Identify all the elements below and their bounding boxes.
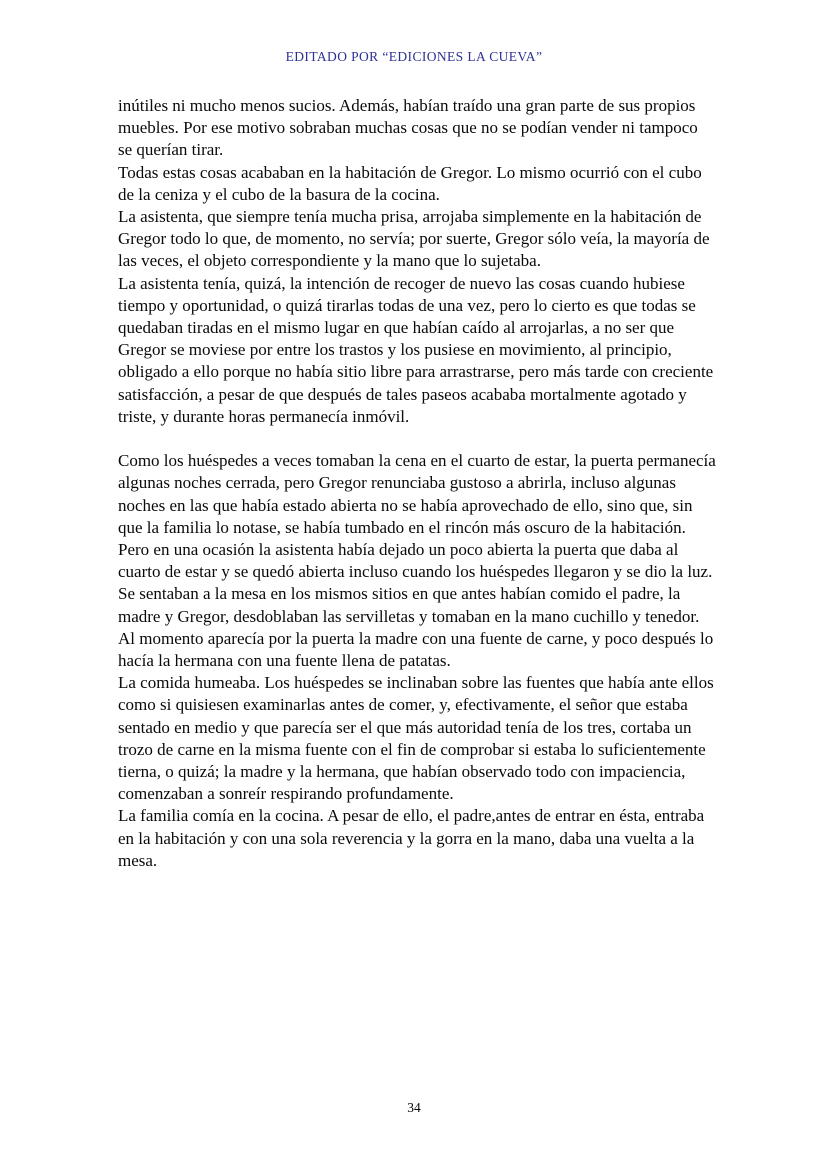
body-paragraph: La asistenta, que siempre tenía mucha prisa, arrojaba simplemente en la habitación de Gregor todo lo que, de momento, no servía; por suerte, Gregor sólo veía, la mayoría de las veces, el objeto correspondiente y la mano que lo sujetaba. xyxy=(118,207,710,271)
body-paragraph: Todas estas cosas acababan en la habitación de Gregor. Lo mismo ocurrió con el cubo de la ceniza y el cubo de la basura de la cocina. xyxy=(118,162,702,204)
body-paragraph: La familia comía en la cocina. A pesar de ello, el padre,antes de entrar en ésta, entraba en la habitación y con una sola reverencia y la gorra en la mano, daba una vuelta a la mesa. xyxy=(118,806,705,870)
page-header xyxy=(0,49,828,65)
body-paragraph: La comida humeaba. Los huéspedes se inclinaban sobre las fuentes que había ante ellos como si quisiesen examinarlas antes de comer, y, efectivamente, el señor que estaba sentado en medio y que parecía ser el que más autoridad tenía de los tres, cortaba un trozo de carne en la misma fuente con el fin de comprobar si estaba lo suficientemente tierna, o quizá; la madre y la hermana, que habían observado todo con impaciencia, comenzaban a sonreír respirando profundamente. xyxy=(118,673,714,804)
page-footer xyxy=(0,1100,828,1116)
body-paragraph: Se sentaban a la mesa en los mismos sitios en que antes habían comido el padre, la madre y Gregor, desdoblaban las servilletas y tomaban en la mano cuchillo y tenedor. Al momento aparecía por la puerta la madre con una fuente de carne, y poco después lo hacía la hermana con una fuente llena de patatas. xyxy=(118,584,714,671)
page-body xyxy=(118,95,716,872)
publisher-header-text: EDITADO POR “EDICIONES LA CUEVA” xyxy=(285,49,543,64)
body-paragraph: La asistenta tenía, quizá, la intención de recoger de nuevo las cosas cuando hubiese tiempo y oportunidad, o quizá tirarlas todas de una vez, pero lo cierto es que todas se quedaban tiradas en el mismo lugar en que habían caído al arrojarlas, a no ser que Gregor se moviese por entre los trastos y los pusiese en movimiento, al principio, obligado a ello porque no había sitio libre para arrastrarse, pero más tarde con creciente satisfacción, a pesar de que después de tales paseos acababa mortalmente agotado y triste, y durante horas permanecía inmóvil. xyxy=(118,273,714,426)
body-paragraph: inútiles ni mucho menos sucios. Además, habían traído una gran parte de sus propios muebles. Por ese motivo sobraban muchas cosas que no se podían vender ni tampoco se querían tirar. xyxy=(118,96,698,160)
body-paragraph: Pero en una ocasión la asistenta había dejado un poco abierta la puerta que daba al cuarto de estar y se quedó abierta incluso cuando los huéspedes llegaron y se dio la luz. xyxy=(118,540,713,582)
page-number: 34 xyxy=(407,1100,421,1115)
body-paragraph: Como los huéspedes a veces tomaban la cena en el cuarto de estar, la puerta permanecía algunas noches cerrada, pero Gregor renunciaba gustoso a abrirla, incluso algunas noches en las que había estado abierta no se había aprovechado de ello, sino que, sin que la familia lo notase, se había tumbado en el rincón más oscuro de la habitación. xyxy=(118,451,716,537)
